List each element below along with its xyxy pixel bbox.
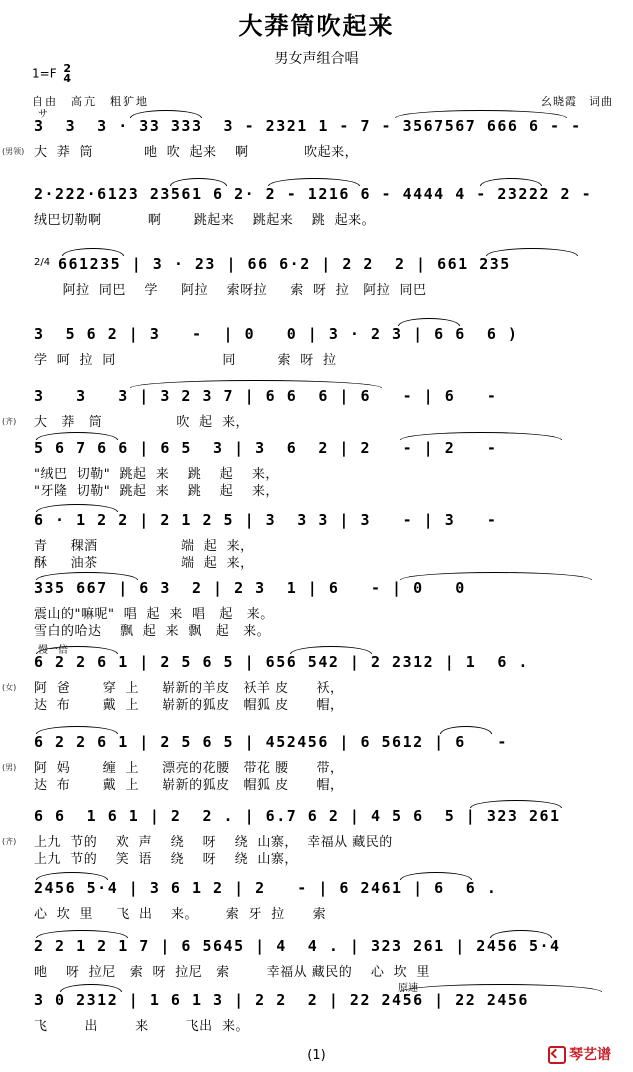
score-line (0, 733, 633, 793)
lyric-line-2: 雪白的哈达 飘 起 来 飘 起 来。 (34, 624, 271, 639)
lyric-line-2: 酥 油茶 端 起 来， (34, 556, 254, 571)
lyric-line-2: 上九 节的 笑 语 绕 呀 绕 山寨， (34, 852, 298, 867)
lyric-line-1: 大 莽 筒 吔 吹 起来 啊 吹起来， (34, 145, 359, 160)
tempo-mark: 2/4 (34, 257, 51, 268)
key-signature (32, 64, 71, 84)
notation-row: 6 · 1 2 2 | 2 1 2 5 | 3 3 3 | 3 - | 3 - (34, 511, 498, 529)
lyric-line-1: 飞 出 来 飞出 来。 (34, 1019, 249, 1034)
author-credit: 幺晓霞 词曲 (541, 95, 613, 108)
logo-icon (548, 1046, 566, 1064)
slur-arc (36, 872, 108, 880)
slur-arc (130, 110, 202, 118)
time-bottom: 4 (63, 72, 72, 85)
slur-arc (290, 646, 372, 654)
lyric-line-1: 青 稞酒 端 起 来， (34, 539, 254, 554)
lyric-line-1: 吔 呀 拉尼 索 呀 拉尼 索 幸福从 藏民的 心 坎 里 (34, 965, 430, 980)
notation-row: 6 2 2 6 1 | 2 5 6 5 | 656 542 | 2 2312 | 1 6 . (34, 653, 529, 671)
voice-tag: (女) (2, 683, 17, 692)
notation-row: 2·222·6123 23561 6 2· 2 - 1216 6 - 4444 4 - 23222 2 - (34, 185, 593, 203)
score-line (0, 109, 633, 173)
score-line (0, 645, 633, 713)
slur-arc (36, 572, 138, 580)
lyric-line-1: 阿 妈 缠 上 漂亮的花腰 带花 腰 带， (34, 761, 344, 776)
score-line (0, 807, 633, 867)
notation-row: 6 6 1 6 1 | 2 2 . | 6.7 6 2 | 4 5 6 5 | 323 261 (34, 807, 561, 825)
slur-arc (398, 318, 460, 326)
slur-arc (400, 872, 472, 880)
page-title: 大莽筒吹起来 (238, 11, 395, 40)
voice-tag: (男领) (2, 147, 25, 156)
score-line (0, 255, 633, 311)
slur-arc (36, 726, 118, 734)
score-line (0, 579, 633, 639)
slur-arc (480, 178, 542, 186)
voice-tag: (齐) (2, 837, 17, 846)
score-line (0, 983, 633, 1047)
notation-row: 3 3 3 · 33 333 3 - 2321 1 - 7 - 3567567 666 6 - - (34, 117, 582, 135)
page-number: (1) (307, 1048, 326, 1063)
notation-row: 3 0 2312 | 1 6 1 3 | 2 2 2 | 22 2456 | 22 2456 (34, 991, 529, 1009)
tempo-marking: 自由 高亢 粗犷地 (32, 95, 149, 108)
key-label: 1=F (32, 66, 57, 81)
tempo-mark: 原速 (398, 983, 418, 994)
lyric-line-1: 阿拉 同巴 学 阿拉 索呀拉 索 呀 拉 阿拉 同巴 (58, 283, 427, 298)
lyric-line-2: "牙隆 切勒" 跳起 来 跳 起 来， (34, 484, 279, 499)
score-line (0, 511, 633, 571)
notation-row: 3 5 6 2 | 3 - | 0 0 | 3 · 2 3 | 6 6 6 ) (34, 325, 519, 343)
slur-arc (268, 178, 360, 186)
lyric-line-1: "绒巴 切勒" 跳起 来 跳 起 来， (34, 467, 279, 482)
notation-row: 2 2 1 2 1 7 | 6 5645 | 4 4 . | 323 261 | 2456 5·4 (34, 937, 561, 955)
lyric-line-1: 学 呵 拉 同 同 索 呀 拉 (34, 353, 337, 368)
time-top: 2 (63, 62, 72, 75)
site-logo (548, 1044, 611, 1064)
logo-text: 琴艺谱 (569, 1047, 611, 1063)
notation-row: 2456 5·4 | 3 6 1 2 | 2 - | 6 2461 | 6 6 . (34, 879, 498, 897)
slur-arc (440, 726, 492, 734)
score-line (0, 325, 633, 381)
score-line (0, 185, 633, 241)
notation-row: 6 2 2 6 1 | 2 5 6 5 | 452456 | 6 5612 | 6 - (34, 733, 508, 751)
score-line (0, 439, 633, 499)
slur-arc (36, 504, 118, 512)
score-line (0, 879, 633, 935)
lyric-line-1: 心 坎 里 飞 出 来。 索 牙 拉 索 (34, 907, 327, 922)
slur-arc (130, 380, 382, 388)
slur-arc (36, 646, 118, 654)
tempo-mark: 慢一倍 (38, 645, 68, 656)
slur-arc (470, 800, 562, 808)
notation-row: 3 3 3 | 3 2 3 7 | 6 6 6 | 6 - | 6 - (34, 387, 498, 405)
time-signature (63, 64, 71, 84)
lyric-line-1: 震山的"嘛呢" 唱 起 来 唱 起 来。 (34, 607, 274, 622)
slur-arc (400, 572, 592, 580)
lyric-line-1: 大 莽 筒 吹 起 来， (34, 415, 249, 430)
voice-tag: (齐) (2, 417, 17, 426)
lyric-line-2: 达 布 戴 上 崭新的狐皮 帽狐 皮 帽， (34, 698, 344, 713)
lyric-line-2: 达 布 戴 上 崭新的狐皮 帽狐 皮 帽， (34, 778, 344, 793)
notation-row: 5 6 7 6 6 | 6 5 3 | 3 6 2 | 2 - | 2 - (34, 439, 498, 457)
notation-row: 335 667 | 6 3 2 | 2 3 1 | 6 - | 0 0 (34, 579, 466, 597)
slur-arc (486, 248, 578, 256)
slur-arc (62, 248, 124, 256)
lyric-line-1: 绒巴切勒啊 啊 跳起来 跳起来 跳 起来。 (34, 213, 376, 228)
page-subtitle: 男女声组合唱 (274, 51, 359, 67)
notation-row: 661235 | 3 · 23 | 66 6·2 | 2 2 2 | 661 235 (58, 255, 511, 273)
lyric-line-1: 阿 爸 穿 上 崭新的羊皮 袄羊 皮 袄， (34, 681, 344, 696)
tempo-mark: サ (38, 109, 48, 120)
slur-arc (170, 178, 227, 186)
lyric-line-1: 上九 节的 欢 声 绕 呀 绕 山寨， 幸福从 藏民的 (34, 835, 393, 850)
voice-tag: (男) (2, 763, 17, 772)
slur-arc (395, 110, 567, 118)
